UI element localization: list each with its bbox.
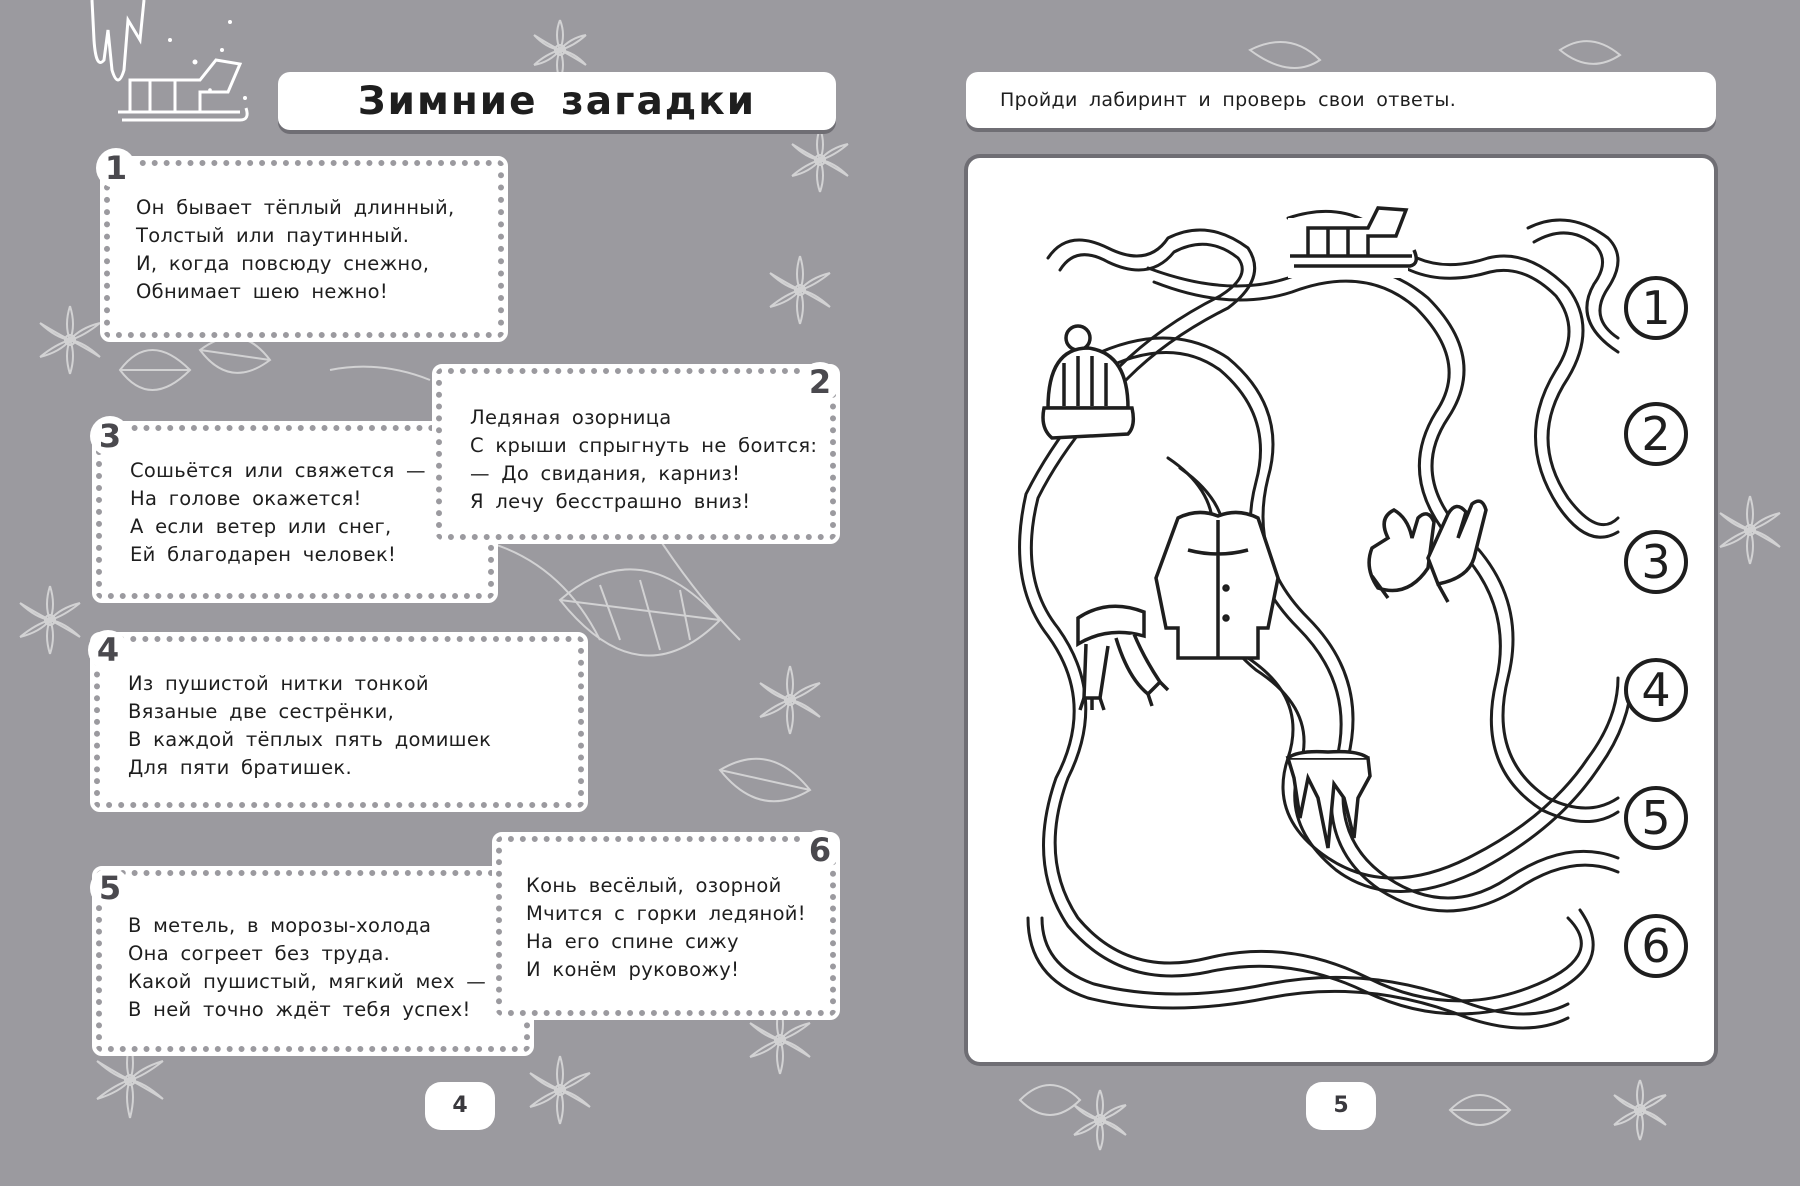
riddle-line: С крыши спрыгнуть не боится: bbox=[470, 434, 818, 457]
stars-decoration bbox=[168, 20, 247, 100]
riddle-number-6: 6 bbox=[800, 830, 840, 870]
page-title-box bbox=[278, 72, 836, 130]
riddle-line: В метель, в морозы-холода bbox=[128, 914, 432, 937]
instruction-text: Пройди лабиринт и проверь свои ответы. bbox=[1000, 89, 1457, 111]
riddle-card-4 bbox=[94, 636, 584, 808]
snowflake-flower-icon bbox=[534, 20, 586, 80]
riddle-line: Какой пушистый, мягкий мех — bbox=[128, 970, 487, 993]
snowflake-flower-icon bbox=[1074, 1090, 1126, 1150]
riddle-line: На голове окажется! bbox=[130, 487, 362, 510]
riddle-line: И, когда повсюду снежно, bbox=[136, 252, 430, 275]
leaf-icon bbox=[200, 337, 270, 373]
snowflake-flower-icon bbox=[1614, 1080, 1666, 1140]
riddle-card-3 bbox=[96, 425, 494, 599]
riddle-line: И конём руковожу! bbox=[526, 958, 740, 981]
riddle-line: Конь весёлый, озорной bbox=[526, 874, 782, 897]
riddle-line: Мчится с горки ледяной! bbox=[526, 902, 806, 925]
riddle-line: Она согреет без труда. bbox=[128, 942, 391, 965]
riddle-number-5: 5 bbox=[90, 868, 130, 908]
riddle-line: Ледяная озорница bbox=[470, 406, 672, 429]
riddle-number-1: 1 bbox=[96, 148, 136, 188]
mittens-icon bbox=[1369, 501, 1486, 602]
maze-exit-label-6: 6 bbox=[1624, 914, 1688, 978]
maze-path bbox=[1528, 220, 1618, 352]
coat-icon bbox=[1156, 512, 1278, 658]
riddle-line: На его спине сижу bbox=[526, 930, 739, 953]
riddle-number-2: 2 bbox=[800, 362, 840, 402]
riddle-line: Ей благодарен человек! bbox=[130, 543, 397, 566]
page-title: Зимние загадки bbox=[357, 78, 757, 124]
snowflake-flower-icon bbox=[97, 1042, 163, 1118]
leaf-icon bbox=[1560, 41, 1620, 64]
riddle-card-2 bbox=[436, 368, 836, 540]
riddle-number-4: 4 bbox=[88, 630, 128, 670]
riddle-line: А если ветер или снег, bbox=[130, 515, 392, 538]
maze-exit-label-3: 3 bbox=[1624, 530, 1688, 594]
riddle-number-3: 3 bbox=[90, 416, 130, 456]
riddle-card-1 bbox=[104, 160, 504, 338]
maze-exit-label-1: 1 bbox=[1624, 276, 1688, 340]
snowflake-flower-icon bbox=[750, 1006, 810, 1074]
leaf-icon bbox=[1450, 1095, 1510, 1125]
instruction-box bbox=[966, 72, 1716, 128]
page-number-left: 4 bbox=[425, 1082, 495, 1130]
leaf-icon bbox=[720, 759, 810, 802]
riddle-card-6 bbox=[496, 836, 836, 1016]
snowflake-flower-icon bbox=[40, 306, 100, 374]
page-number-right: 5 bbox=[1306, 1082, 1376, 1130]
maze-exit-label-5: 5 bbox=[1624, 786, 1688, 850]
riddle-line: Я лечу бесстрашно вниз! bbox=[470, 490, 751, 513]
maze-exit-label-4: 4 bbox=[1624, 658, 1688, 722]
maze bbox=[968, 158, 1714, 1062]
scarf-icon bbox=[1078, 606, 1168, 710]
riddle-line: Толстый или паутинный. bbox=[136, 224, 410, 247]
riddle-line: — До свидания, карниз! bbox=[470, 462, 741, 485]
snowflake-flower-icon bbox=[20, 586, 80, 654]
riddle-line: Вязаные две сестрёнки, bbox=[128, 700, 395, 723]
snowflake-flower-icon bbox=[1720, 496, 1780, 564]
snowflake-flower-icon bbox=[530, 1056, 590, 1124]
snowflake-flower-icon bbox=[792, 128, 848, 192]
leaf-icon bbox=[1020, 1085, 1080, 1115]
snowflake-flower-icon bbox=[760, 666, 820, 734]
sled-icon bbox=[92, 0, 247, 120]
maze-exit-label-2: 2 bbox=[1624, 402, 1688, 466]
riddle-line: Для пяти братишек. bbox=[128, 756, 352, 779]
maze-panel bbox=[968, 158, 1714, 1062]
riddle-line: Из пушистой нитки тонкой bbox=[128, 672, 429, 695]
snowflake-flower-icon bbox=[770, 256, 830, 324]
riddle-line: Сошьётся или свяжется — bbox=[130, 459, 426, 482]
riddle-line: Обнимает шею нежно! bbox=[136, 280, 388, 303]
leaf-icon bbox=[1250, 42, 1320, 68]
sled-icon bbox=[1288, 208, 1416, 278]
winter-hat-icon bbox=[1043, 326, 1133, 438]
riddle-line: Он бывает тёплый длинный, bbox=[136, 196, 455, 219]
leaf-icon bbox=[120, 350, 190, 390]
riddle-line: В ней точно ждёт тебя успех! bbox=[128, 998, 471, 1021]
riddle-card-5 bbox=[96, 870, 530, 1052]
riddle-line: В каждой тёплых пять домишек bbox=[128, 728, 492, 751]
